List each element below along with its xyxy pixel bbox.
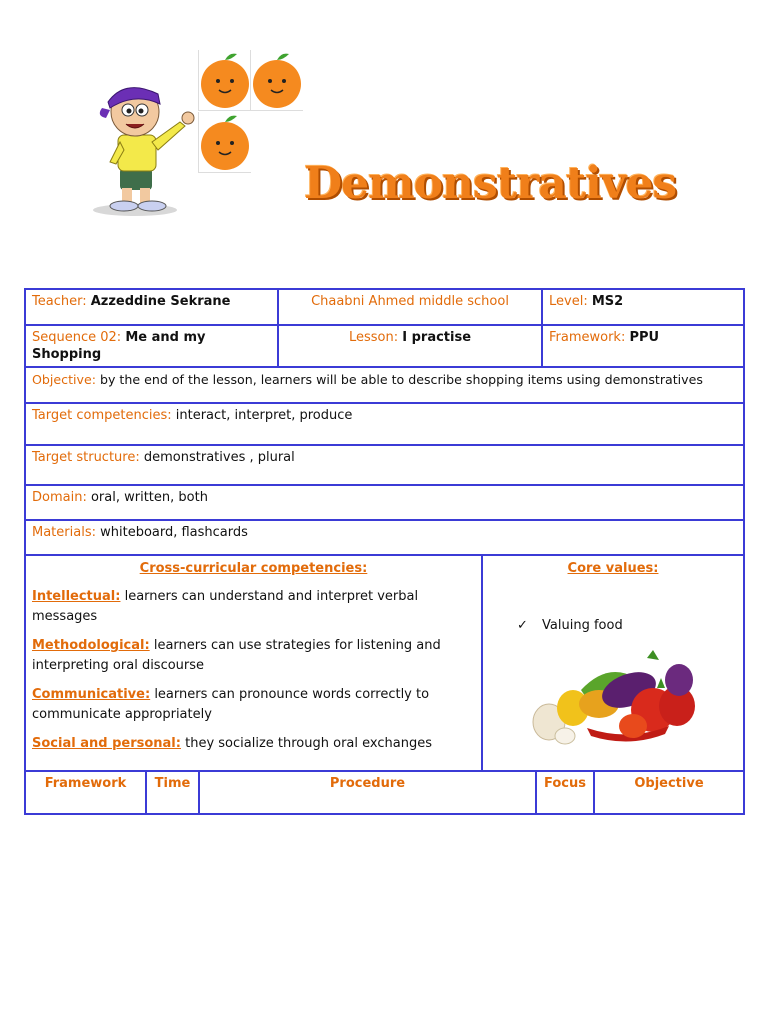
competencies-label: Target competencies: bbox=[32, 408, 172, 423]
procedure-header-framework: Framework bbox=[26, 772, 147, 813]
materials-row bbox=[26, 521, 743, 556]
procedure-header-procedure: Procedure bbox=[200, 772, 537, 813]
procedure-header-focus: Focus bbox=[537, 772, 595, 813]
teacher-cell bbox=[26, 290, 279, 326]
competency-label: Intellectual: bbox=[32, 589, 121, 604]
competency-item bbox=[32, 685, 475, 725]
competency-text: learners can use strategies for listening and interpreting oral discourse bbox=[32, 638, 441, 673]
core-values-cell bbox=[483, 556, 743, 772]
cross-curricular-cell bbox=[26, 556, 483, 772]
framework-value: PPU bbox=[629, 330, 660, 345]
sequence-cell bbox=[26, 326, 279, 368]
objective-label: Objective: bbox=[32, 372, 96, 387]
level-label: Level: bbox=[549, 294, 588, 309]
structure-row bbox=[26, 446, 743, 486]
framework-label: Framework: bbox=[549, 330, 626, 345]
competency-text: learners can understand and interpret verbal messages bbox=[32, 589, 419, 624]
sequence-label: Sequence 02: bbox=[32, 330, 122, 345]
lesson-cell bbox=[279, 326, 543, 368]
domain-label: Domain: bbox=[32, 490, 87, 505]
page-title: Demonstratives bbox=[304, 158, 677, 209]
lesson-plan-table bbox=[24, 288, 745, 815]
sequence-value: Me and my Shopping bbox=[32, 330, 206, 362]
competency-item bbox=[32, 587, 475, 627]
procedure-header-objective: Objective bbox=[634, 776, 704, 791]
teacher-value: Azzeddine Sekrane bbox=[90, 294, 231, 309]
cross-curricular-heading: Cross-curricular competencies: bbox=[139, 561, 368, 576]
competency-label: Methodological: bbox=[32, 638, 150, 653]
competency-item bbox=[32, 734, 475, 754]
orange-icon bbox=[198, 112, 251, 173]
lesson-label: Lesson: bbox=[348, 330, 399, 345]
check-icon: ✓ bbox=[517, 618, 528, 633]
competency-label: Social and personal: bbox=[32, 736, 181, 751]
lesson-value: I practise bbox=[402, 330, 472, 345]
school-cell bbox=[279, 290, 543, 326]
competency-text: learners can pronounce words correctly to communicate appropriately bbox=[32, 687, 430, 722]
materials-label: Materials: bbox=[32, 525, 96, 540]
orange-icon bbox=[250, 50, 303, 111]
vegetables-illustration bbox=[529, 650, 705, 750]
core-value-text: Valuing food bbox=[542, 618, 623, 633]
orange-icon bbox=[198, 50, 251, 111]
domain-row bbox=[26, 486, 743, 521]
competency-label: Communicative: bbox=[32, 687, 151, 702]
core-value-item bbox=[517, 617, 737, 634]
competency-item bbox=[32, 636, 475, 676]
procedure-header-time: Time bbox=[147, 772, 200, 813]
structure-label: Target structure: bbox=[32, 450, 140, 465]
level-cell bbox=[543, 290, 743, 326]
level-value: MS2 bbox=[591, 294, 624, 309]
core-values-heading: Core values: bbox=[567, 561, 659, 576]
competencies-row bbox=[26, 404, 743, 446]
competencies-value: interact, interpret, produce bbox=[175, 408, 353, 423]
school-name: Chaabni Ahmed middle school bbox=[311, 294, 509, 309]
domain-value: oral, written, both bbox=[90, 490, 208, 505]
competency-text: they socialize through oral exchanges bbox=[185, 736, 432, 751]
teacher-label: Teacher: bbox=[32, 294, 87, 309]
structure-value: demonstratives , plural bbox=[143, 450, 295, 465]
boy-illustration bbox=[80, 80, 198, 218]
framework-cell bbox=[543, 326, 743, 368]
materials-value: whiteboard, flashcards bbox=[100, 525, 248, 540]
objective-value: by the end of the lesson, learners will be able to describe shopping items using demonstratives bbox=[99, 372, 703, 387]
objective-row bbox=[26, 368, 743, 404]
